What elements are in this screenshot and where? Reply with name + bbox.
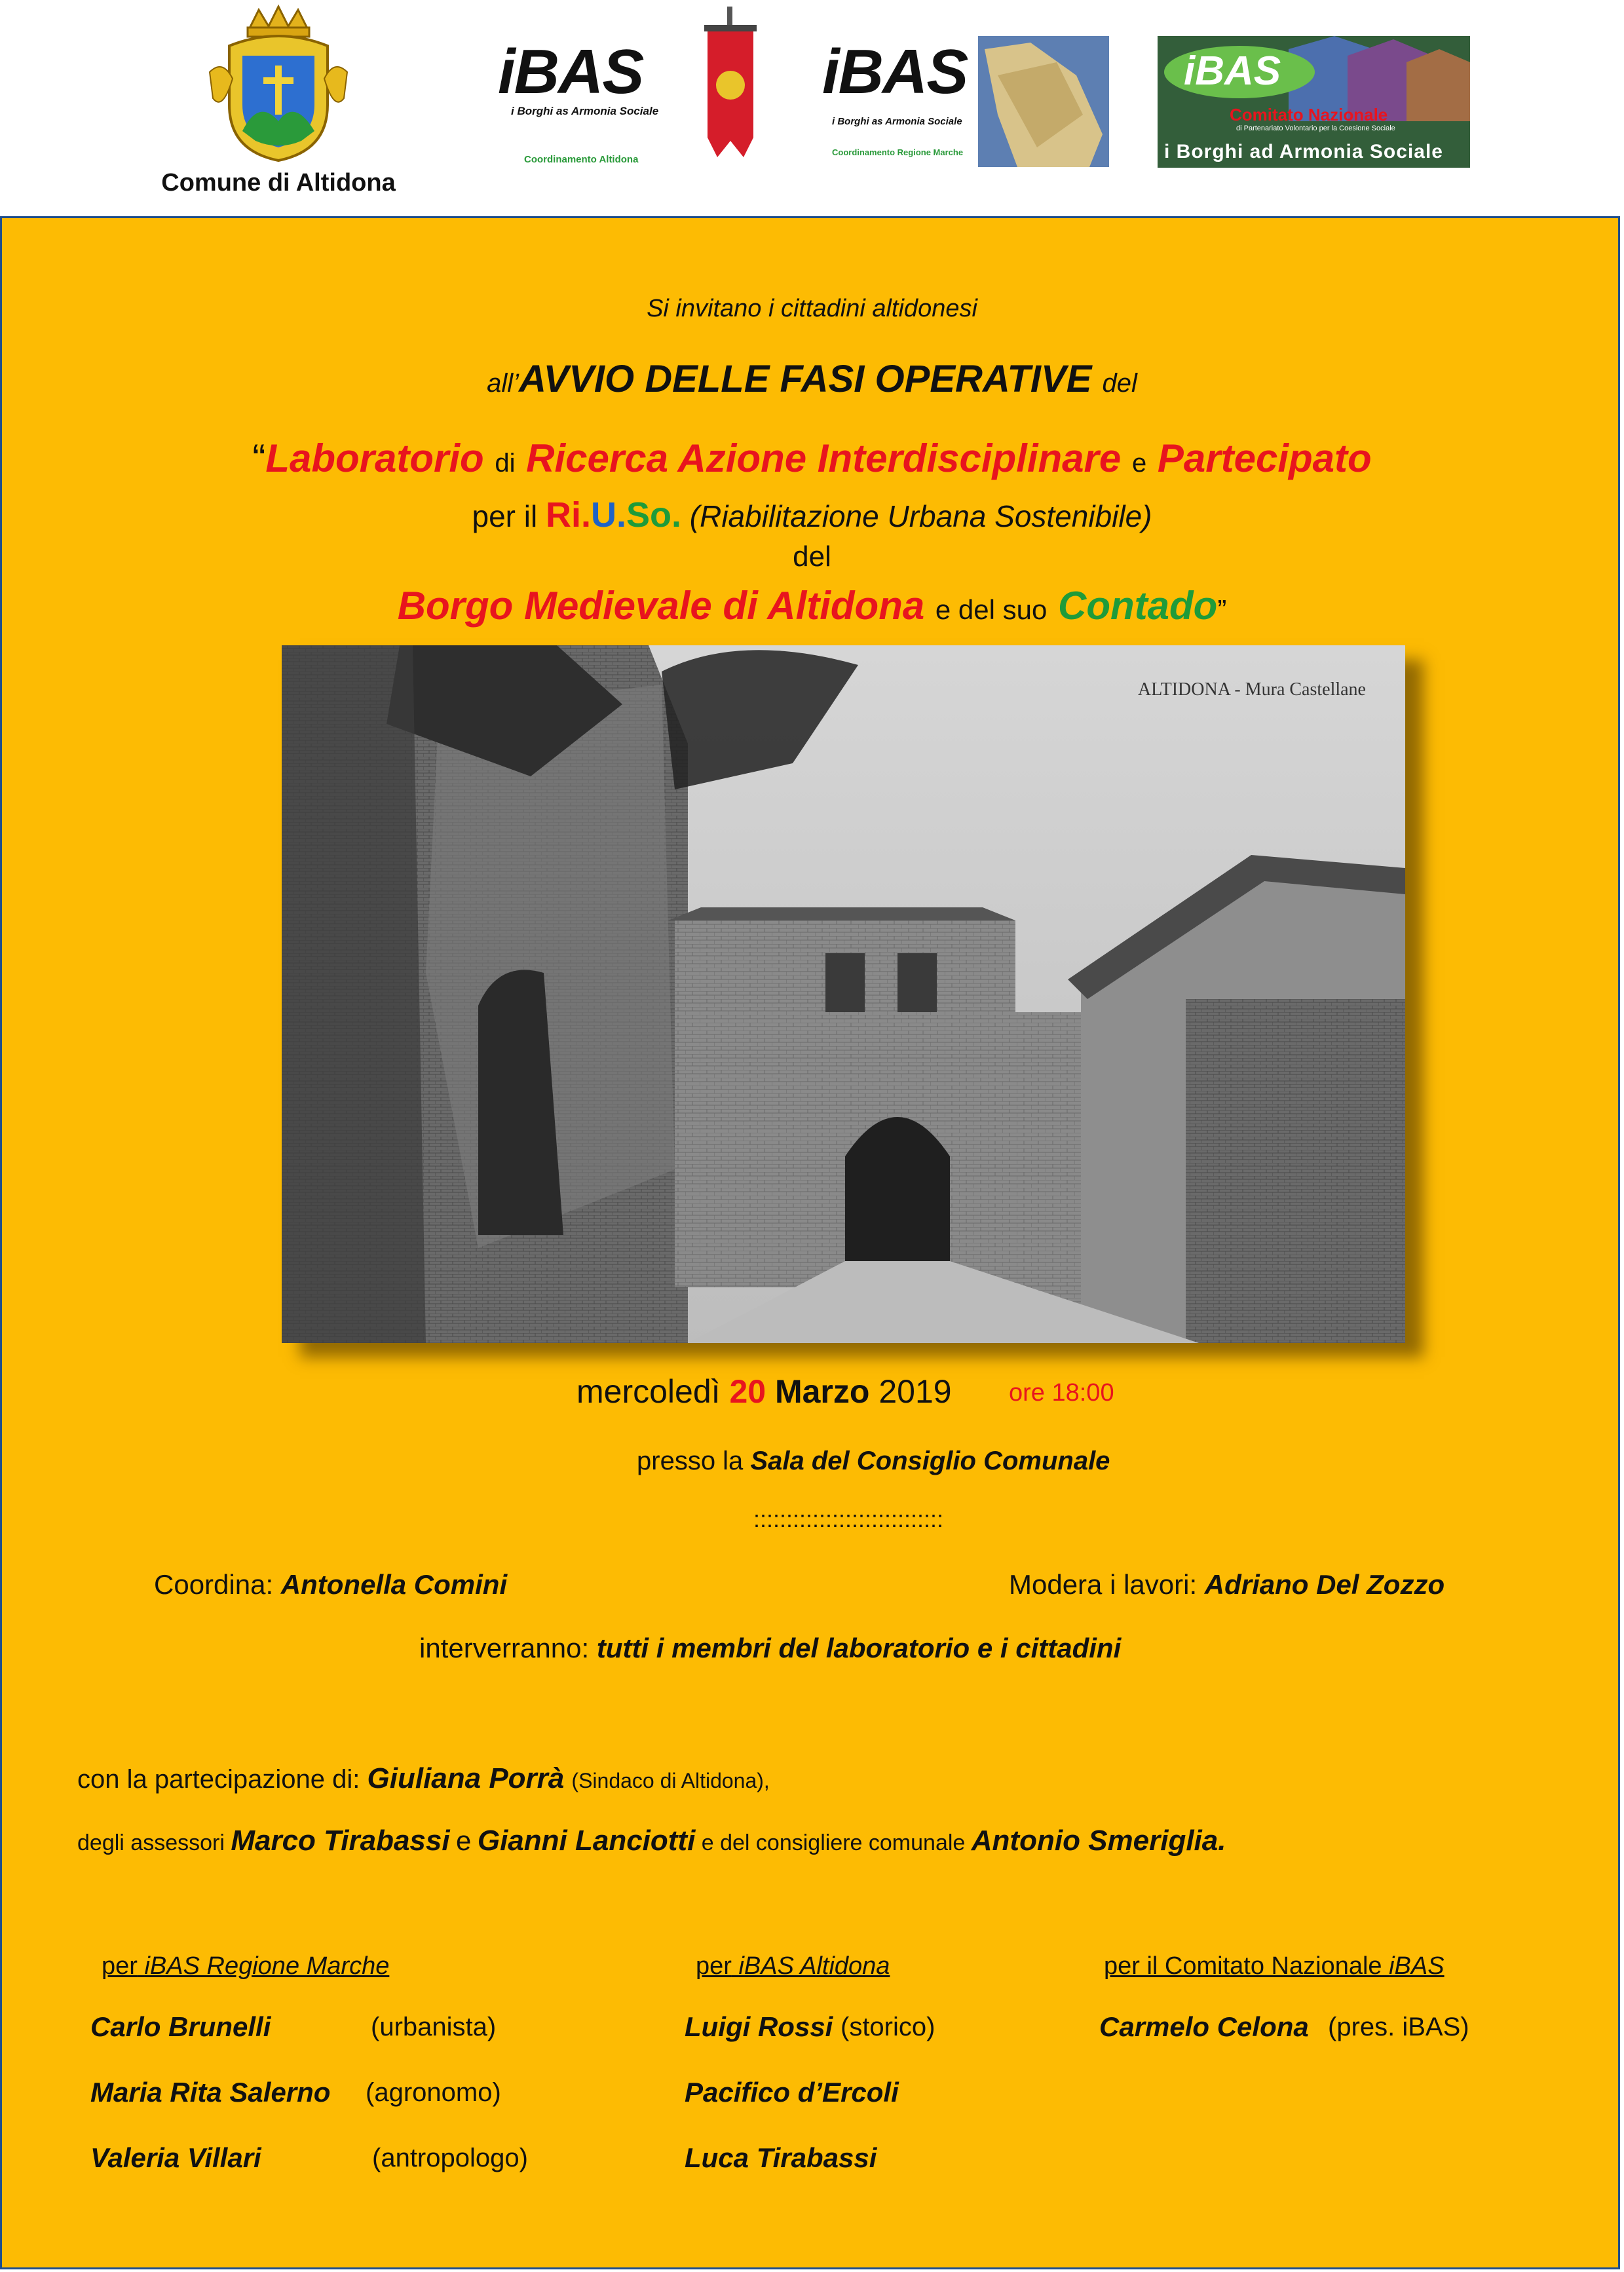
c3-head-it: iBAS bbox=[1389, 1952, 1445, 1980]
column-head-marche bbox=[102, 1952, 389, 1980]
column-head-comitato bbox=[1104, 1952, 1445, 1980]
member-name: Carlo Brunelli bbox=[90, 2011, 271, 2042]
title-open-quote: “ bbox=[252, 436, 266, 480]
title-close-quote: ” bbox=[1217, 594, 1227, 625]
ibas-subtitle: i Borghi as Armonia Sociale bbox=[511, 105, 659, 117]
date-text bbox=[576, 1373, 952, 1411]
member-name: Valeria Villari bbox=[90, 2142, 261, 2173]
participation-line-1 bbox=[77, 1762, 770, 1795]
title-laboratorio: Laboratorio bbox=[265, 436, 484, 480]
avvio-line bbox=[0, 357, 1624, 401]
borgo-line bbox=[0, 583, 1624, 628]
riuso-ri: Ri. bbox=[545, 495, 591, 535]
member-role: (antropologo) bbox=[372, 2144, 528, 2172]
member-name: Maria Rita Salerno bbox=[90, 2077, 331, 2108]
contado: Contado bbox=[1058, 584, 1218, 628]
separator: ::::::::::::::::::::::::::::: bbox=[753, 1505, 944, 1532]
invite-line: Si invitano i cittadini altidonesi bbox=[647, 295, 977, 322]
moderator-line bbox=[1009, 1569, 1445, 1600]
part-consigliere: e del consigliere comunale bbox=[701, 1830, 966, 1855]
mod-label: Modera i lavori: bbox=[1009, 1569, 1198, 1600]
gonfalon-banner-icon bbox=[694, 7, 766, 164]
ibas-coordination: Coordinamento Regione Marche bbox=[832, 147, 964, 157]
title-ricerca: Ricerca Azione Interdisciplinare bbox=[526, 436, 1122, 480]
comitato-line3: i Borghi ad Armonia Sociale bbox=[1164, 141, 1443, 162]
avvio-post: del bbox=[1102, 369, 1137, 398]
mod-name: Adriano Del Zozzo bbox=[1204, 1569, 1445, 1600]
ibas-marche-logo bbox=[822, 36, 1110, 167]
riuso-desc: (Riabilitazione Urbana Sostenibile) bbox=[689, 499, 1152, 533]
c2-head-it: iBAS Altidona bbox=[738, 1952, 890, 1980]
place-name: Sala del Consiglio Comunale bbox=[750, 1447, 1110, 1475]
place-line bbox=[637, 1447, 1110, 1476]
member-name: Luca Tirabassi bbox=[685, 2142, 877, 2173]
part-assessori: degli assessori bbox=[77, 1830, 225, 1855]
comitato-line1: Comitato Nazionale bbox=[1230, 105, 1388, 124]
c3-head-pre: per il Comitato Nazionale bbox=[1104, 1952, 1382, 1980]
ibas-brand: iBAS bbox=[1184, 48, 1281, 94]
date-number: 20 bbox=[729, 1373, 766, 1410]
year: 2019 bbox=[878, 1373, 952, 1410]
historic-photo bbox=[282, 645, 1405, 1343]
coordinator-line bbox=[154, 1569, 507, 1600]
avvio-pre: all’ bbox=[487, 369, 519, 398]
place-pre: presso la bbox=[637, 1447, 744, 1475]
member-name: Pacifico d’Ercoli bbox=[685, 2077, 899, 2108]
assessore-1: Marco Tirabassi bbox=[231, 1825, 450, 1857]
participation-line-2 bbox=[77, 1825, 1226, 1857]
c1-head-it: iBAS Regione Marche bbox=[144, 1952, 390, 1980]
member-role: (pres. iBAS) bbox=[1328, 2013, 1469, 2041]
title-line bbox=[0, 436, 1624, 481]
avvio-main: AVVIO DELLE FASI OPERATIVE bbox=[518, 358, 1092, 400]
event-time: ore 18:00 bbox=[1009, 1379, 1114, 1407]
coord-label: Coordina: bbox=[154, 1569, 274, 1600]
member-role: (urbanista) bbox=[371, 2013, 497, 2041]
column-head-altidona bbox=[696, 1952, 890, 1980]
del-line: del bbox=[793, 540, 831, 573]
header bbox=[0, 0, 1624, 216]
photo-caption: ALTIDONA - Mura Castellane bbox=[1137, 679, 1366, 700]
month: Marzo bbox=[774, 1373, 870, 1410]
c2-head-pre: per bbox=[696, 1952, 732, 1980]
ibas-brand: iBAS bbox=[822, 37, 968, 107]
riuso-pre: per il bbox=[472, 499, 538, 533]
title-e: e bbox=[1131, 449, 1147, 478]
interv-text: tutti i membri del laboratorio e i cittadini bbox=[596, 1633, 1122, 1663]
part-mayor: Giuliana Porrà bbox=[367, 1762, 565, 1794]
borgo-mid: e del suo bbox=[935, 594, 1048, 625]
riuso-line bbox=[0, 495, 1624, 535]
part-pre: con la partecipazione di: bbox=[77, 1765, 360, 1794]
ibas-altidona-logo bbox=[498, 7, 766, 167]
c1-head-pre: per bbox=[102, 1952, 138, 1980]
coat-of-arms-logo bbox=[203, 0, 354, 164]
ibas-coordination: Coordinamento Altidona bbox=[524, 154, 639, 165]
day: mercoledì bbox=[576, 1373, 721, 1410]
member-name: Luigi Rossi bbox=[685, 2011, 833, 2042]
part-mayor-role: (Sindaco di Altidona), bbox=[571, 1769, 770, 1792]
consigliere: Antonio Smeriglia. bbox=[971, 1825, 1226, 1857]
member-role: (agronomo) bbox=[366, 2078, 501, 2107]
ibas-subtitle: i Borghi as Armonia Sociale bbox=[832, 116, 962, 127]
ibas-comitato-logo bbox=[1158, 36, 1470, 168]
member-role: (storico) bbox=[840, 2013, 935, 2041]
coord-name: Antonella Comini bbox=[280, 1569, 508, 1600]
member-name: Carmelo Celona bbox=[1099, 2011, 1309, 2042]
riuso-u: U. bbox=[591, 495, 626, 535]
comitato-line2: di Partenariato Volontario per la Coesione Sociale bbox=[1236, 124, 1395, 132]
marche-map-icon bbox=[978, 36, 1109, 167]
riuso-so: So. bbox=[626, 495, 682, 535]
comune-label: Comune di Altidona bbox=[161, 169, 396, 197]
borgo-name: Borgo Medievale di Altidona bbox=[397, 584, 925, 628]
medieval-walls-image bbox=[282, 645, 1405, 1343]
interv-label: interverranno: bbox=[419, 1633, 590, 1663]
title-partecipato: Partecipato bbox=[1157, 436, 1372, 480]
ibas-brand: iBAS bbox=[498, 37, 643, 107]
title-di: di bbox=[495, 449, 516, 478]
part-and: e bbox=[456, 1825, 472, 1856]
assessore-2: Gianni Lanciotti bbox=[477, 1825, 696, 1857]
speakers-line bbox=[419, 1633, 1121, 1664]
